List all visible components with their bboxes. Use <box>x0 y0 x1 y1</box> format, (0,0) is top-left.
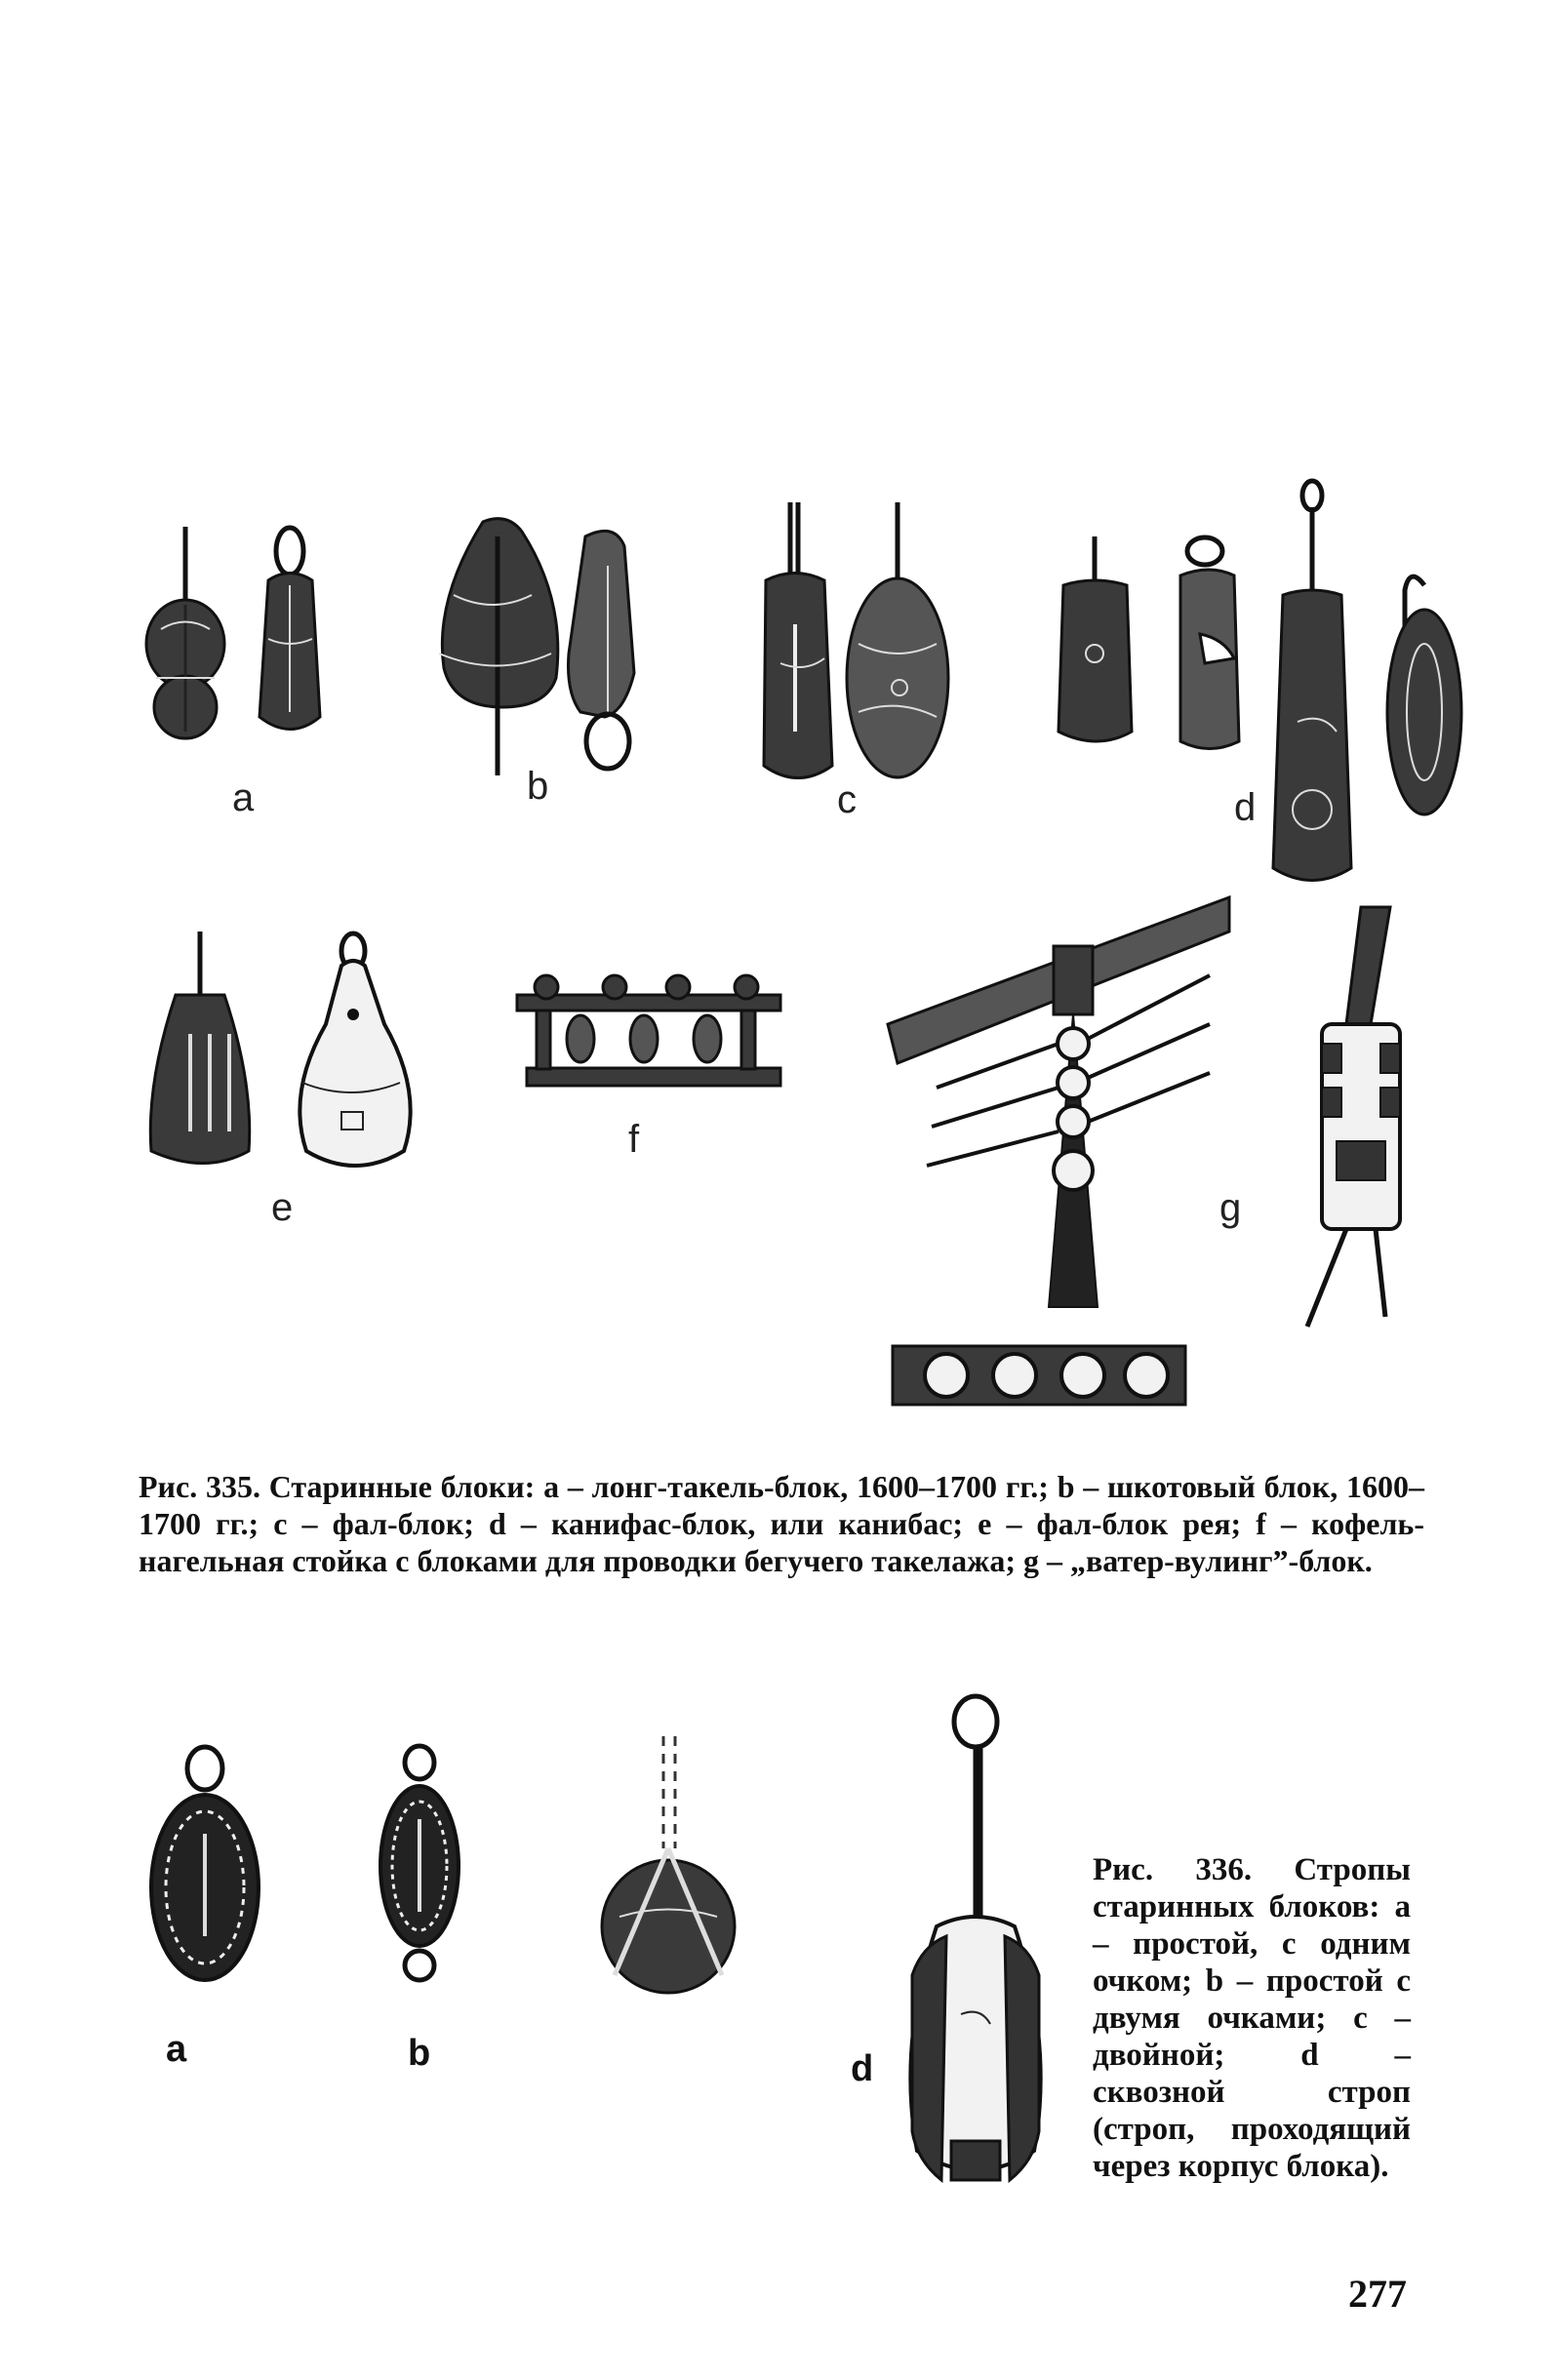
illustration-336a-simple-one-eye <box>137 1741 273 1995</box>
label-335-d: d <box>1234 786 1257 829</box>
figure-335-caption: Рис. 335. Старинные блоки: a – лонг-такель-блок, 1600–1700 гг.; b – шкотовый блок, 1600–1700 гг.; c – фал-блок; d – канифас-блок, или канибас; e – фал-блок рея; f – кофель-нагельная стойка с блоками для проводки бегучего такелажа; g – „ватер-вулинг”-блок. <box>139 1469 1424 1578</box>
label-335-g: g <box>1219 1186 1242 1229</box>
illustration-335e-yard-halyard-blocks <box>146 927 419 1200</box>
label-336-d: d <box>851 2048 874 2089</box>
illustration-336d-through-strop <box>883 1692 1068 2209</box>
illustration-336c-double-strop <box>595 1731 741 2024</box>
label-335-b: b <box>527 765 549 808</box>
label-335-f: f <box>628 1118 640 1161</box>
illustration-335f-pin-rail <box>507 975 790 1102</box>
label-335-a: a <box>232 776 255 819</box>
illustration-335a-long-tackle-blocks <box>137 522 351 746</box>
illustration-335c-halyard-blocks <box>751 497 966 790</box>
label-335-c: c <box>837 778 857 821</box>
illustration-335g-water-wooling-blocks <box>878 878 1444 1424</box>
figure-336-caption: Рис. 336. Стропы старинных блоков: a – простой, с одним очком; b – простой с двумя очками; c – двойной; d – сквозной строп (строп, проходящий через корпус блока). <box>1093 1852 1411 2184</box>
label-335-e: e <box>271 1186 294 1229</box>
label-336-a: a <box>166 2029 187 2070</box>
illustration-335b-sheet-blocks <box>415 507 659 790</box>
page-number: 277 <box>1348 2272 1407 2316</box>
label-336-b: b <box>408 2033 431 2074</box>
illustration-335d-snatch-blocks <box>1044 478 1454 897</box>
illustration-336b-simple-two-eyes <box>366 1741 473 1995</box>
